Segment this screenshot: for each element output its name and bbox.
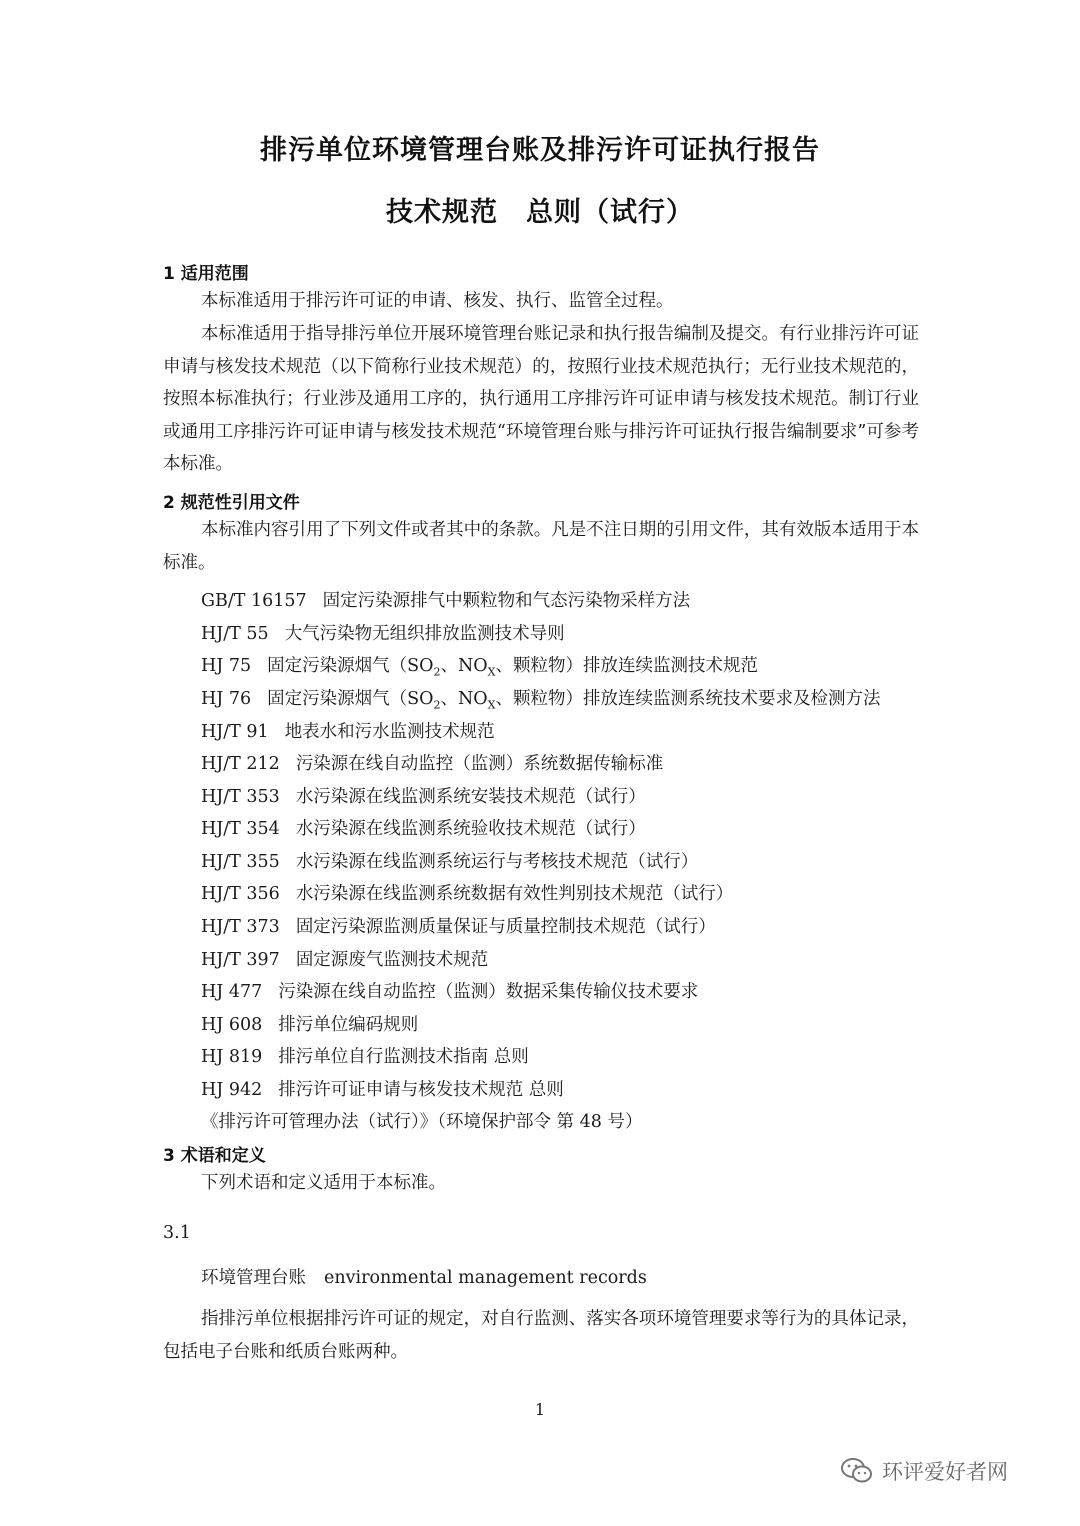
term-definition: 指排污单位根据排污许可证的规定，对自行监测、落实各项环境管理要求等行为的具体记录，包括电子台账和纸质台账两种。	[163, 1309, 919, 1362]
reference-title: 大气污染物无组织排放监测技术导则	[284, 624, 565, 644]
section2-heading: 2 规范性引用文件	[163, 493, 300, 513]
reference-code: HJ 477	[201, 982, 263, 1002]
decree-reference: 《排污许可管理办法（试行）》（环境保护部令 第 48 号）	[201, 1112, 643, 1132]
reference-item	[201, 1011, 418, 1036]
reference-item	[201, 587, 690, 612]
reference-code: HJ/T 373	[201, 917, 280, 937]
reference-title: 固定源废气监测技术规范	[295, 950, 489, 970]
reference-item	[201, 848, 698, 873]
reference-code: HJ/T 356	[201, 884, 280, 904]
watermark-text: 环评爱好者网	[882, 1460, 1008, 1484]
section1-heading: 1 适用范围	[163, 264, 249, 284]
section3-heading: 3 术语和定义	[163, 1146, 266, 1166]
reference-title: 污染源在线自动监控（监测）系统数据传输标准	[295, 754, 664, 774]
term-english: environmental management records	[324, 1268, 647, 1288]
reference-title: 水污染源在线监测系统安装技术规范（试行）	[295, 787, 646, 807]
reference-code: HJ/T 397	[201, 950, 280, 970]
reference-title: 污染源在线自动监控（监测）数据采集传输仪技术要求	[278, 982, 699, 1002]
document-title-line1: 排污单位环境管理台账及排污许可证执行报告	[260, 135, 820, 166]
reference-item	[201, 880, 733, 905]
subscript: X	[487, 665, 496, 679]
reference-item	[201, 815, 646, 840]
reference-title: 水污染源在线监测系统运行与考核技术规范（试行）	[295, 852, 699, 872]
document-title-line2: 技术规范 总则（试行）	[386, 197, 694, 228]
subscript: 2	[433, 698, 441, 712]
watermark	[840, 1456, 1008, 1486]
reference-code: HJ/T 55	[201, 624, 269, 644]
reference-title-part: 固定污染源烟气（SO	[267, 689, 434, 709]
reference-code: HJ 75	[201, 656, 252, 676]
subscript: X	[487, 698, 496, 712]
reference-title: 固定污染源监测质量保证与质量控制技术规范（试行）	[295, 917, 716, 937]
reference-item	[201, 1043, 529, 1068]
reference-code: GB/T 16157	[201, 591, 307, 611]
reference-item	[201, 1076, 564, 1101]
wechat-icon	[840, 1456, 874, 1486]
reference-title-part: 、颗粒物）排放连续监测系统技术要求及检测方法	[495, 689, 881, 709]
reference-item	[201, 978, 698, 1003]
reference-item	[201, 685, 880, 712]
reference-code: HJ/T 212	[201, 754, 280, 774]
page-number: 1	[534, 1400, 546, 1419]
section3-intro: 下列术语和定义适用于本标准。	[201, 1173, 446, 1193]
reference-title-part: 、颗粒物）排放连续监测技术规范	[495, 656, 758, 676]
term-entry	[201, 1264, 647, 1289]
reference-title: 水污染源在线监测系统数据有效性判别技术规范（试行）	[295, 884, 734, 904]
reference-code: HJ/T 91	[201, 722, 269, 742]
section1-para2: 本标准适用于指导排污单位开展环境管理台账记录和执行报告编制及提交。有行业排污许可证申请与核发技术规范（以下简称行业技术规范）的，按照行业技术规范执行；无行业技术规范的，按照本标准执行；行业涉及通用工序的，执行通用工序排污许可证申请与核发技术规范。制订行业或通用工序排污许可证申请与核发技术规范“环境管理台账与排污许可证执行报告编制要求”可参考本标准。	[163, 324, 919, 475]
subscript: 2	[433, 665, 441, 679]
clause-number: 3.1	[163, 1223, 191, 1243]
reference-code: HJ 942	[201, 1080, 263, 1100]
reference-item	[201, 750, 663, 775]
term-chinese: 环境管理台账	[201, 1268, 306, 1288]
reference-title-part: 、NO	[440, 656, 488, 676]
reference-code: HJ/T 355	[201, 852, 280, 872]
reference-item	[201, 652, 758, 679]
reference-item	[201, 718, 495, 743]
reference-title: 固定污染源排气中颗粒物和气态污染物采样方法	[322, 591, 691, 611]
reference-title: 水污染源在线监测系统验收技术规范（试行）	[295, 819, 646, 839]
reference-code: HJ 76	[201, 689, 252, 709]
reference-title: 排污单位编码规则	[278, 1015, 419, 1035]
reference-title-part: 、NO	[440, 689, 488, 709]
reference-code: HJ 608	[201, 1015, 263, 1035]
reference-title: 地表水和污水监测技术规范	[284, 722, 495, 742]
reference-item	[201, 913, 716, 938]
section2-intro: 本标准内容引用了下列文件或者其中的条款。凡是不注日期的引用文件，其有效版本适用于本标准。	[163, 520, 919, 573]
reference-item	[201, 620, 565, 645]
reference-title: 排污许可证申请与核发技术规范 总则	[278, 1080, 564, 1100]
reference-title-part: 固定污染源烟气（SO	[267, 656, 434, 676]
reference-title: 排污单位自行监测技术指南 总则	[278, 1047, 529, 1067]
section1-para1: 本标准适用于排污许可证的申请、核发、执行、监管全过程。	[201, 291, 674, 311]
reference-code: HJ/T 353	[201, 787, 280, 807]
reference-code: HJ 819	[201, 1047, 263, 1067]
reference-item	[201, 946, 488, 971]
reference-code: HJ/T 354	[201, 819, 280, 839]
reference-item	[201, 783, 646, 808]
